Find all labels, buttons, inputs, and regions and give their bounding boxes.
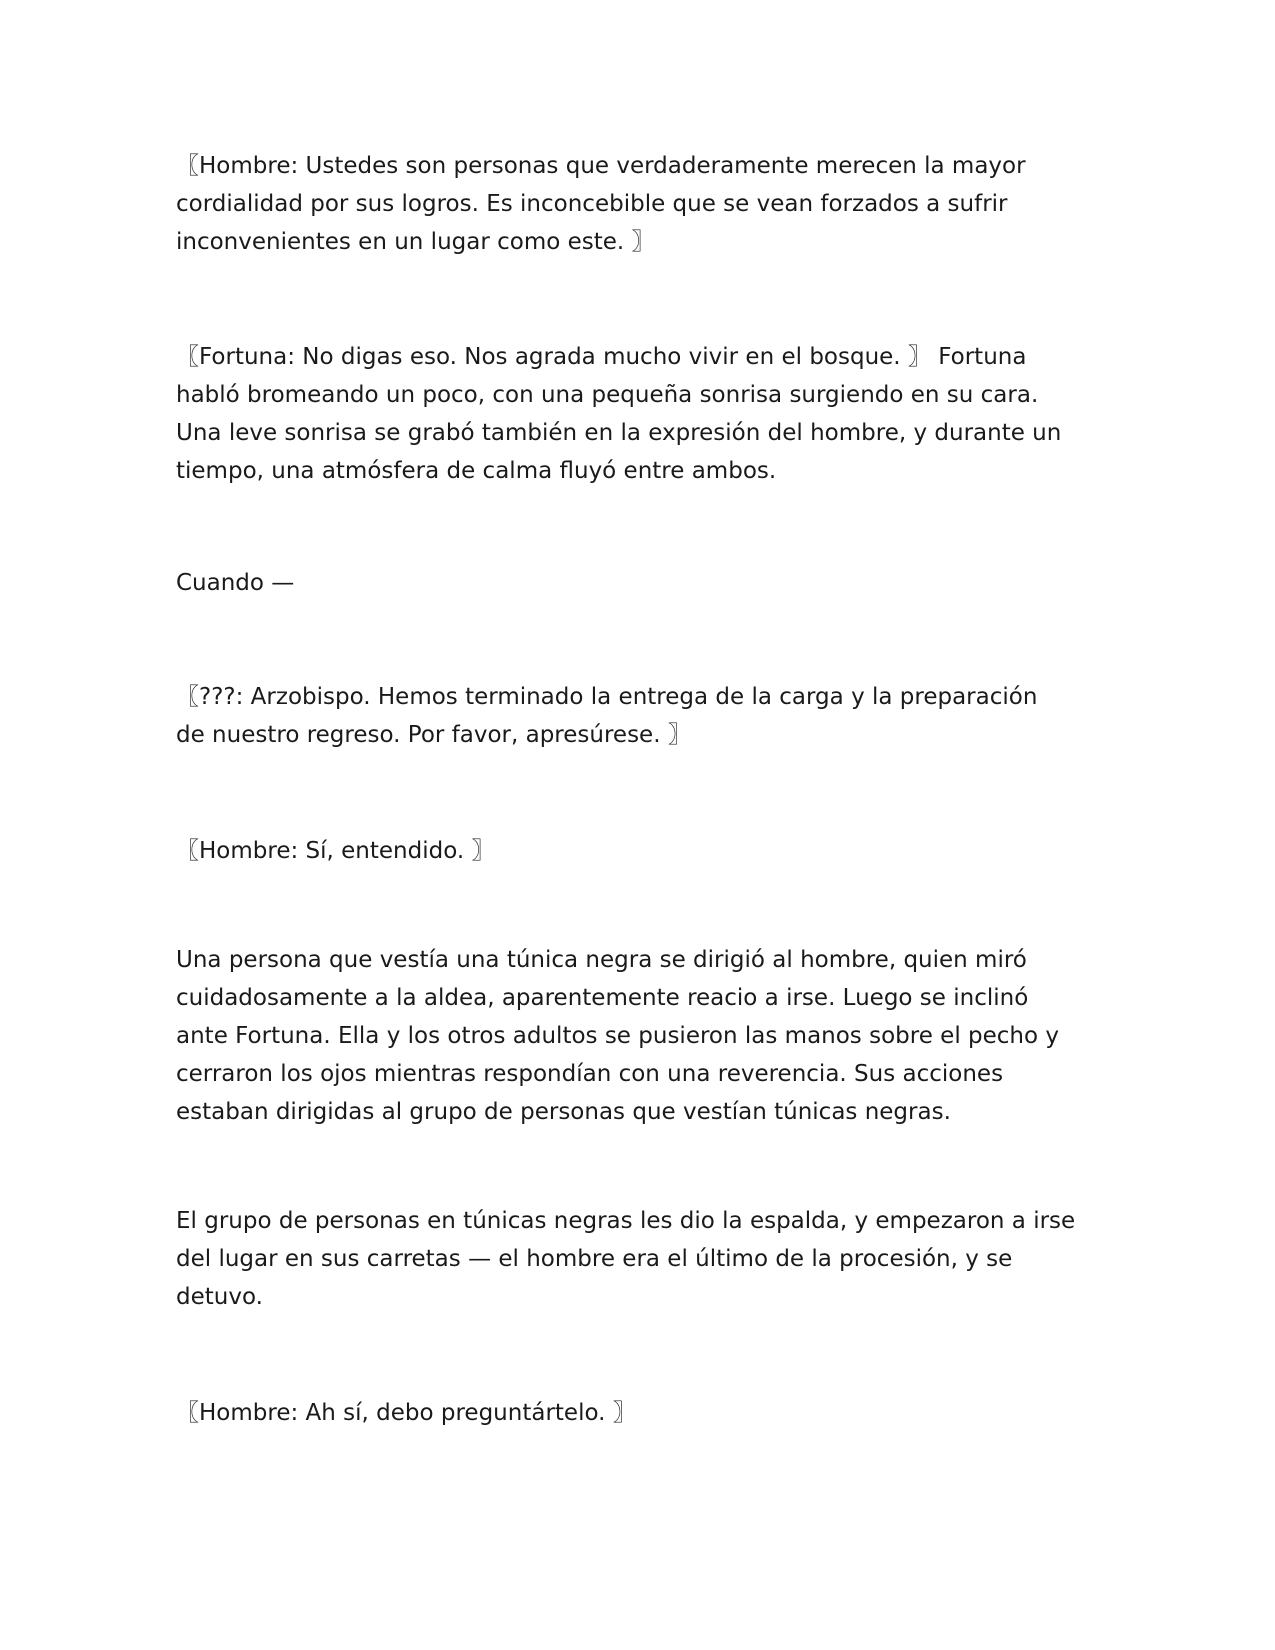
dialogue-paragraph (176, 338, 1096, 490)
text-line: ante Fortuna. Ella y los otros adultos se pusieron las manos sobre el pecho y (176, 1023, 1059, 1049)
text-line: 〖Hombre: Ah sí, debo preguntártelo. 〗 (176, 1400, 636, 1426)
text-line: cordialidad por sus logros. Es inconcebible que se vean forzados a sufrir (176, 191, 1008, 217)
text-line: del lugar en sus carretas — el hombre era el último de la procesión, y se (176, 1246, 1013, 1272)
dialogue-paragraph (176, 147, 1096, 261)
text-line: tiempo, una atmósfera de calma fluyó entre ambos. (176, 458, 777, 484)
text-line: Cuando — (176, 570, 295, 596)
text-line: habló bromeando un poco, con una pequeña sonrisa surgiendo en su cara. (176, 382, 1039, 408)
text-line: Una persona que vestía una túnica negra se dirigió al hombre, quien miró (176, 947, 1027, 973)
text-line: 〖Hombre: Ustedes son personas que verdaderamente merecen la mayor (176, 153, 1026, 179)
text-line: estaban dirigidas al grupo de personas que vestían túnicas negras. (176, 1099, 951, 1125)
text-line: inconvenientes en un lugar como este. 〗 (176, 229, 655, 255)
text-line: cerraron los ojos mientras respondían con una reverencia. Sus acciones (176, 1061, 1004, 1087)
dialogue-paragraph (176, 1394, 1096, 1432)
text-line: detuvo. (176, 1284, 263, 1310)
narration-paragraph (176, 1202, 1096, 1316)
dialogue-paragraph (176, 678, 1096, 754)
text-line: de nuestro regreso. Por favor, apresúrese. 〗 (176, 722, 691, 748)
text-line: 〖???: Arzobispo. Hemos terminado la entrega de la carga y la preparación (176, 684, 1038, 710)
text-line: cuidadosamente a la aldea, aparentemente reacio a irse. Luego se inclinó (176, 985, 1029, 1011)
dialogue-paragraph (176, 832, 1096, 870)
text-line: Una leve sonrisa se grabó también en la expresión del hombre, y durante un (176, 420, 1062, 446)
text-line: 〖Fortuna: No digas eso. Nos agrada mucho vivir en el bosque. 〗 Fortuna (176, 344, 1027, 370)
narration-paragraph (176, 941, 1096, 1131)
narration-paragraph (176, 564, 1096, 602)
text-line: El grupo de personas en túnicas negras les dio la espalda, y empezaron a irse (176, 1208, 1076, 1234)
text-line: 〖Hombre: Sí, entendido. 〗 (176, 838, 495, 864)
